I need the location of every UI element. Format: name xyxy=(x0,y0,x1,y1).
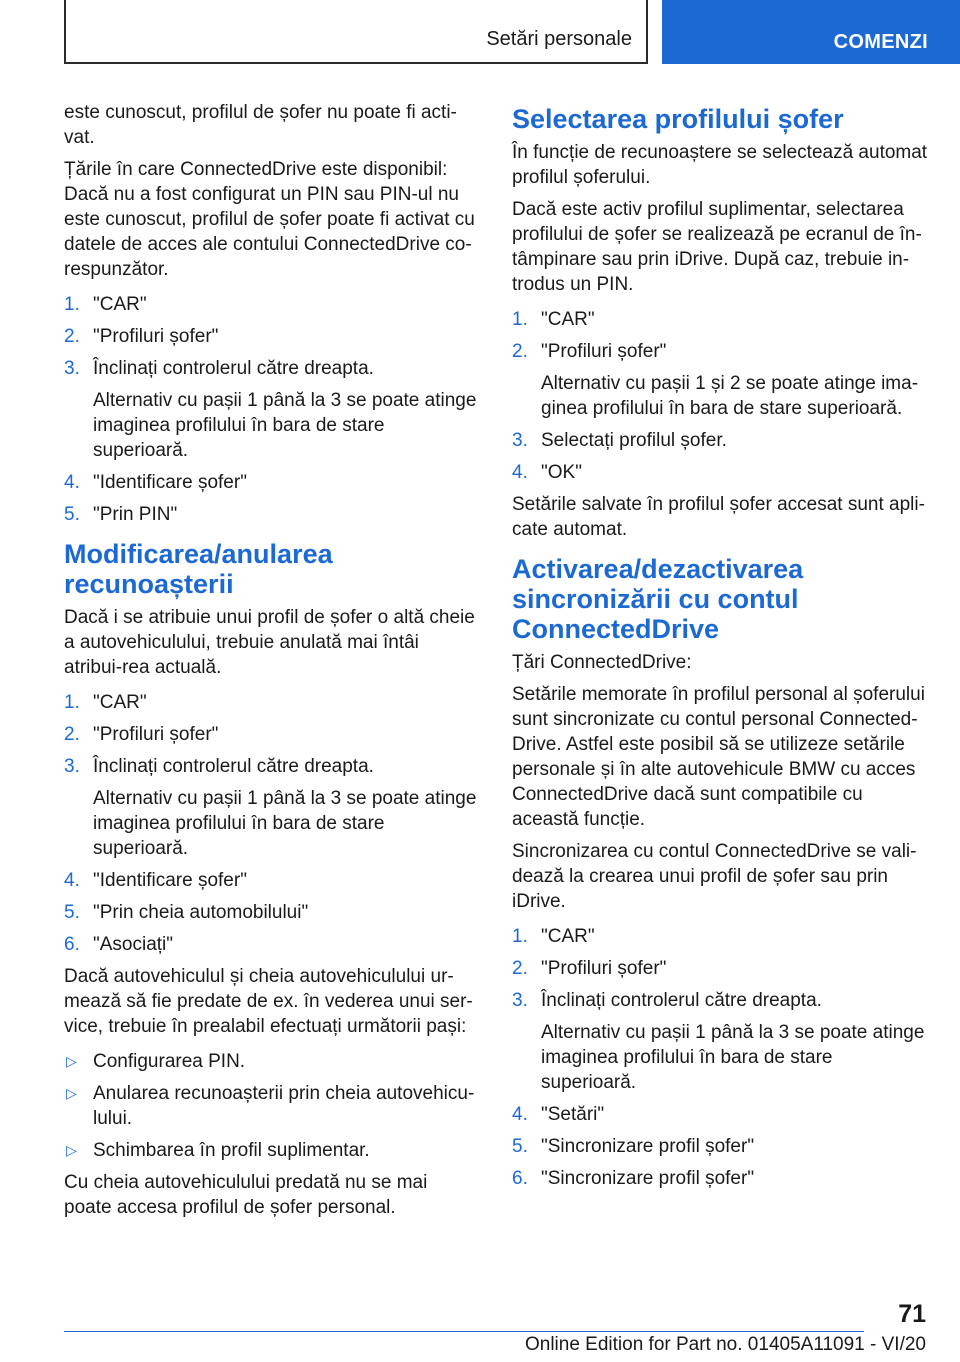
step-number: 4. xyxy=(512,462,528,483)
step-number: 1. xyxy=(512,309,528,330)
step-text: "Profiluri șofer" xyxy=(541,341,667,362)
paragraph: În funcție de recunoaștere se selectează automat profilul șoferului. xyxy=(512,142,928,188)
triangle-right-icon: ▷ xyxy=(66,1053,77,1069)
step-note: Alternativ cu pașii 1 până la 3 se poate atinge imaginea profilului în bara de stare superioară. xyxy=(93,788,477,859)
step-text: "CAR" xyxy=(541,309,595,330)
list-item xyxy=(64,1081,480,1131)
step-item xyxy=(512,339,928,421)
step-number: 1. xyxy=(64,294,80,315)
step-number: 6. xyxy=(512,1168,528,1189)
step-text: "CAR" xyxy=(93,294,147,315)
step-item xyxy=(64,900,480,925)
list-item-text: Configurarea PIN. xyxy=(93,1051,246,1072)
left-column xyxy=(64,100,480,1227)
step-number: 4. xyxy=(512,1104,528,1125)
step-text: "Sincronizare profil șofer" xyxy=(541,1136,755,1157)
step-item xyxy=(64,868,480,893)
step-item xyxy=(512,1134,928,1159)
step-item xyxy=(512,428,928,453)
step-number: 5. xyxy=(64,504,80,525)
list-item-text: Anularea recunoașterii prin cheia autovehicu‐lului. xyxy=(93,1083,475,1129)
header-section-title: Setări personale xyxy=(486,28,632,50)
paragraph: Țări ConnectedDrive: xyxy=(512,652,692,673)
step-text: "Asociați" xyxy=(93,934,174,955)
triangle-right-icon: ▷ xyxy=(66,1142,77,1158)
step-text: "Prin cheia automobilului" xyxy=(93,902,309,923)
step-text: Înclinați controlerul către dreapta. xyxy=(93,358,374,379)
header-section-box xyxy=(64,0,648,64)
section-heading: Activarea/dezactivarea sincronizării cu contul ConnectedDrive xyxy=(512,554,804,644)
step-item xyxy=(512,460,928,485)
step-text: "CAR" xyxy=(93,692,147,713)
header-chapter-label: COMENZI xyxy=(833,31,928,53)
footer-edition: Online Edition for Part no. 01405A11091 - VI/20 xyxy=(524,1334,926,1355)
step-number: 2. xyxy=(512,958,528,979)
step-item xyxy=(64,932,480,957)
section-heading: Modificarea/anularea recunoașterii xyxy=(64,539,333,599)
step-note: Alternativ cu pașii 1 și 2 se poate atinge ima‐ginea profilului în bara de stare superioară. xyxy=(541,373,919,419)
step-number: 2. xyxy=(64,724,80,745)
step-number: 2. xyxy=(512,341,528,362)
step-number: 2. xyxy=(64,326,80,347)
step-number: 3. xyxy=(512,990,528,1011)
step-number: 3. xyxy=(64,756,80,777)
step-item xyxy=(512,307,928,332)
right-column xyxy=(512,100,928,1198)
step-item xyxy=(64,292,480,317)
step-item xyxy=(64,356,480,463)
paragraph: este cunoscut, profilul de șofer nu poate fi acti‐vat. xyxy=(64,102,457,148)
step-item xyxy=(64,502,480,527)
paragraph: Setările memorate în profilul personal al șoferului sunt sincronizate cu contul personal Connected‐Drive. Astfel este posibil să se utilizeze setările personale și în alte autovehicule BMW cu acces ConnectedDrive dacă sunt compatibile cu această funcție. xyxy=(512,684,925,830)
step-number: 3. xyxy=(64,358,80,379)
step-item xyxy=(512,956,928,981)
bullet-list xyxy=(64,1049,480,1163)
footer-divider xyxy=(64,1331,864,1332)
paragraph: Cu cheia autovehiculului predată nu se mai poate accesa profilul de șofer personal. xyxy=(64,1172,428,1218)
step-text: "Sincronizare profil șofer" xyxy=(541,1168,755,1189)
step-number: 5. xyxy=(64,902,80,923)
step-note: Alternativ cu pașii 1 până la 3 se poate atinge imaginea profilului în bara de stare superioară. xyxy=(541,1022,925,1093)
step-text: "Identificare șofer" xyxy=(93,472,247,493)
step-number: 1. xyxy=(512,926,528,947)
step-item xyxy=(512,988,928,1095)
list-item xyxy=(64,1138,480,1163)
triangle-right-icon: ▷ xyxy=(66,1085,77,1101)
step-text: Înclinați controlerul către dreapta. xyxy=(541,990,822,1011)
step-note: Alternativ cu pașii 1 până la 3 se poate atinge imaginea profilului în bara de stare superioară. xyxy=(93,390,477,461)
step-item xyxy=(512,1102,928,1127)
step-text: "CAR" xyxy=(541,926,595,947)
step-text: "Identificare șofer" xyxy=(93,870,247,891)
step-number: 5. xyxy=(512,1136,528,1157)
paragraph: Sincronizarea cu contul ConnectedDrive se vali‐dează la crearea unui profil de șofer sau prin iDrive. xyxy=(512,841,917,912)
step-text: "Prin PIN" xyxy=(93,504,178,525)
step-text: Înclinați controlerul către dreapta. xyxy=(93,756,374,777)
step-number: 4. xyxy=(64,870,80,891)
step-text: "Profiluri șofer" xyxy=(93,724,219,745)
step-number: 1. xyxy=(64,692,80,713)
paragraph: Dacă i se atribuie unui profil de șofer o altă cheie a autovehiculului, trebuie anulată mai întâi atribui‐rea actuală. xyxy=(64,607,475,678)
step-item xyxy=(64,690,480,715)
step-number: 4. xyxy=(64,472,80,493)
step-item xyxy=(512,1166,928,1191)
page-number: 71 xyxy=(898,1300,926,1328)
step-text: "Profiluri șofer" xyxy=(93,326,219,347)
step-item xyxy=(64,722,480,747)
step-text: "Profiluri șofer" xyxy=(541,958,667,979)
step-text: Selectați profilul șofer. xyxy=(541,430,727,451)
steps-list xyxy=(512,924,928,1191)
paragraph: Dacă este activ profilul suplimentar, selectarea profilului de șofer se realizează pe ecranul de în‐tâmpinare sau prin iDrive. După caz, trebuie in‐trodus un PIN. xyxy=(512,199,922,295)
section-heading: Selectarea profilului șofer xyxy=(512,104,844,134)
paragraph: Dacă autovehiculul și cheia autovehiculului ur‐mează să fie predate de ex. în vederea unui ser‐vice, trebuie în prealabil efectuați următorii pași: xyxy=(64,966,473,1037)
steps-list xyxy=(512,307,928,485)
step-item xyxy=(512,924,928,949)
step-number: 3. xyxy=(512,430,528,451)
steps-list xyxy=(64,690,480,957)
step-number: 6. xyxy=(64,934,80,955)
header-chapter-tab xyxy=(662,0,960,64)
steps-list xyxy=(64,292,480,527)
paragraph: Setările salvate în profilul șofer accesat sunt apli‐cate automat. xyxy=(512,494,925,540)
step-text: "Setări" xyxy=(541,1104,605,1125)
step-item xyxy=(64,470,480,495)
step-text: "OK" xyxy=(541,462,582,483)
step-item xyxy=(64,324,480,349)
paragraph: Țările în care ConnectedDrive este disponibil: Dacă nu a fost configurat un PIN sau PIN-ul nu este cunoscut, profilul de șofer poate fi activat cu datele de acces ale contului ConnectedDrive co‐respunzător. xyxy=(64,159,475,280)
step-item xyxy=(64,754,480,861)
list-item xyxy=(64,1049,480,1074)
list-item-text: Schimbarea în profil suplimentar. xyxy=(93,1140,370,1161)
